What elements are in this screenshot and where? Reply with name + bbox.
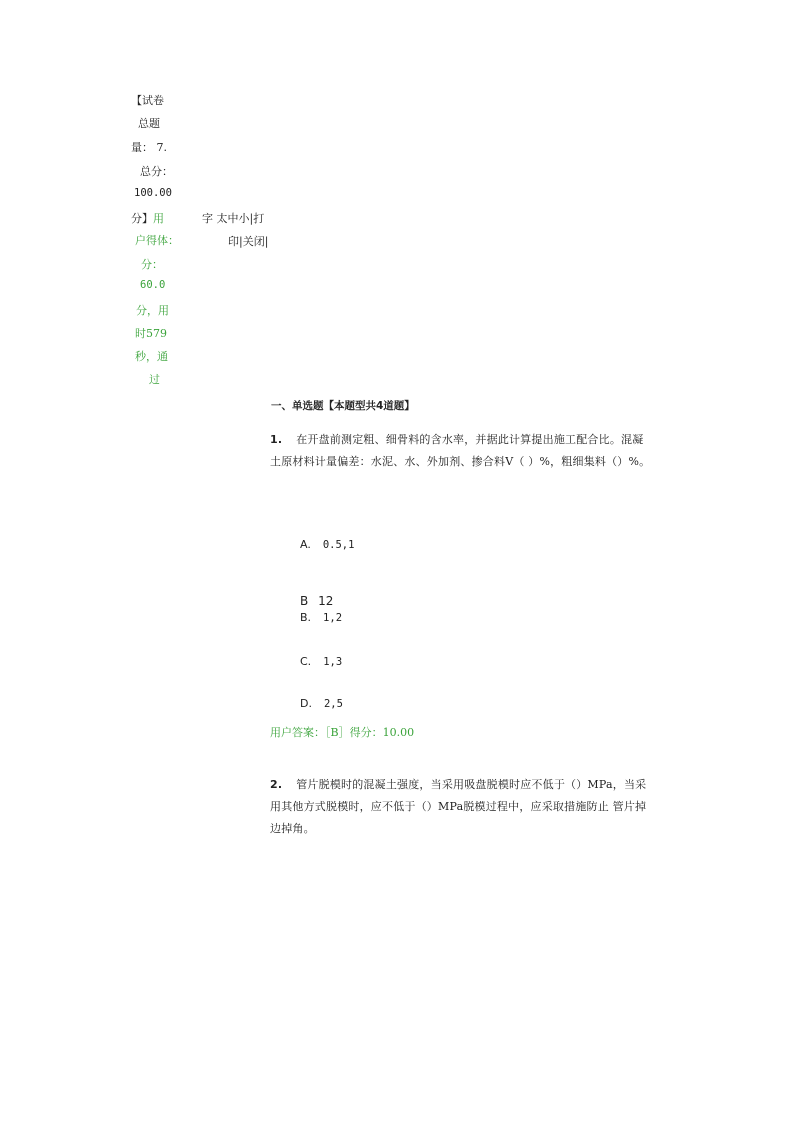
summary-line-2: 总题	[138, 117, 160, 130]
summary-line-10: 分，用	[136, 304, 169, 317]
option-c[interactable]	[300, 655, 342, 668]
user-answer-score: 用户答案：［B］得分：10.00	[270, 726, 415, 739]
option-a-value: 0.5,1	[322, 539, 355, 551]
total-score: 100.00	[134, 187, 172, 199]
question-1-body	[270, 429, 655, 473]
section-title: 一、单选题【本题型共4道题】	[271, 400, 415, 412]
question-1-number: 1.	[270, 433, 283, 446]
option-b-value: 1,2	[323, 612, 343, 624]
question-2-body	[270, 774, 655, 840]
option-d-value: 2,5	[323, 698, 343, 710]
summary-line-6	[131, 210, 164, 226]
summary-bracket: 分】	[131, 212, 153, 225]
summary-line-1: 【试卷	[131, 94, 164, 107]
font-size-print-close-links[interactable]: 字 太中小|打	[202, 212, 265, 225]
print-close-links[interactable]: 印|关闭|	[228, 235, 269, 248]
pass-status: 过	[149, 373, 160, 386]
option-a-letter: A.	[300, 538, 311, 551]
summary-line-4: 总分：	[140, 165, 173, 178]
time-used: 时579	[135, 327, 167, 340]
summary-line-7: 户得体：	[135, 234, 179, 247]
summary-line-12: 秒，通	[135, 350, 168, 363]
option-a[interactable]	[300, 538, 354, 551]
option-c-value: 1,3	[323, 656, 343, 668]
option-b-artifact	[300, 594, 333, 608]
option-d[interactable]	[300, 697, 343, 710]
user-score: 60.0	[140, 279, 166, 291]
question-1-text: 在开盘前测定粗、细骨料的含水率，并据此计算提出施工配合比。混凝 土原材料计量偏差：水泥、水、外加剂、掺合料V（ ）%，粗细集料（）%。	[270, 433, 651, 468]
option-b[interactable]	[300, 611, 342, 624]
option-c-letter: C.	[300, 655, 312, 668]
option-b-artifact-letter: B	[300, 594, 309, 608]
option-d-letter: D.	[300, 697, 312, 710]
question-2-text: 管片脱模时的混凝土强度，当采用吸盘脱模时应不低于（）MPa，当采 用其他方式脱模时，应不低于（）MPa脱模过程中，应采取措施防止 管片掉边掉角。	[270, 778, 647, 835]
summary-line-8: 分：	[141, 258, 163, 271]
summary-user-label: 用	[153, 212, 164, 225]
summary-line-3: 量： 7.	[131, 141, 167, 154]
question-2-number: 2.	[270, 778, 283, 791]
option-b-artifact-value: 12	[318, 594, 334, 608]
option-b-letter: B.	[300, 611, 312, 624]
